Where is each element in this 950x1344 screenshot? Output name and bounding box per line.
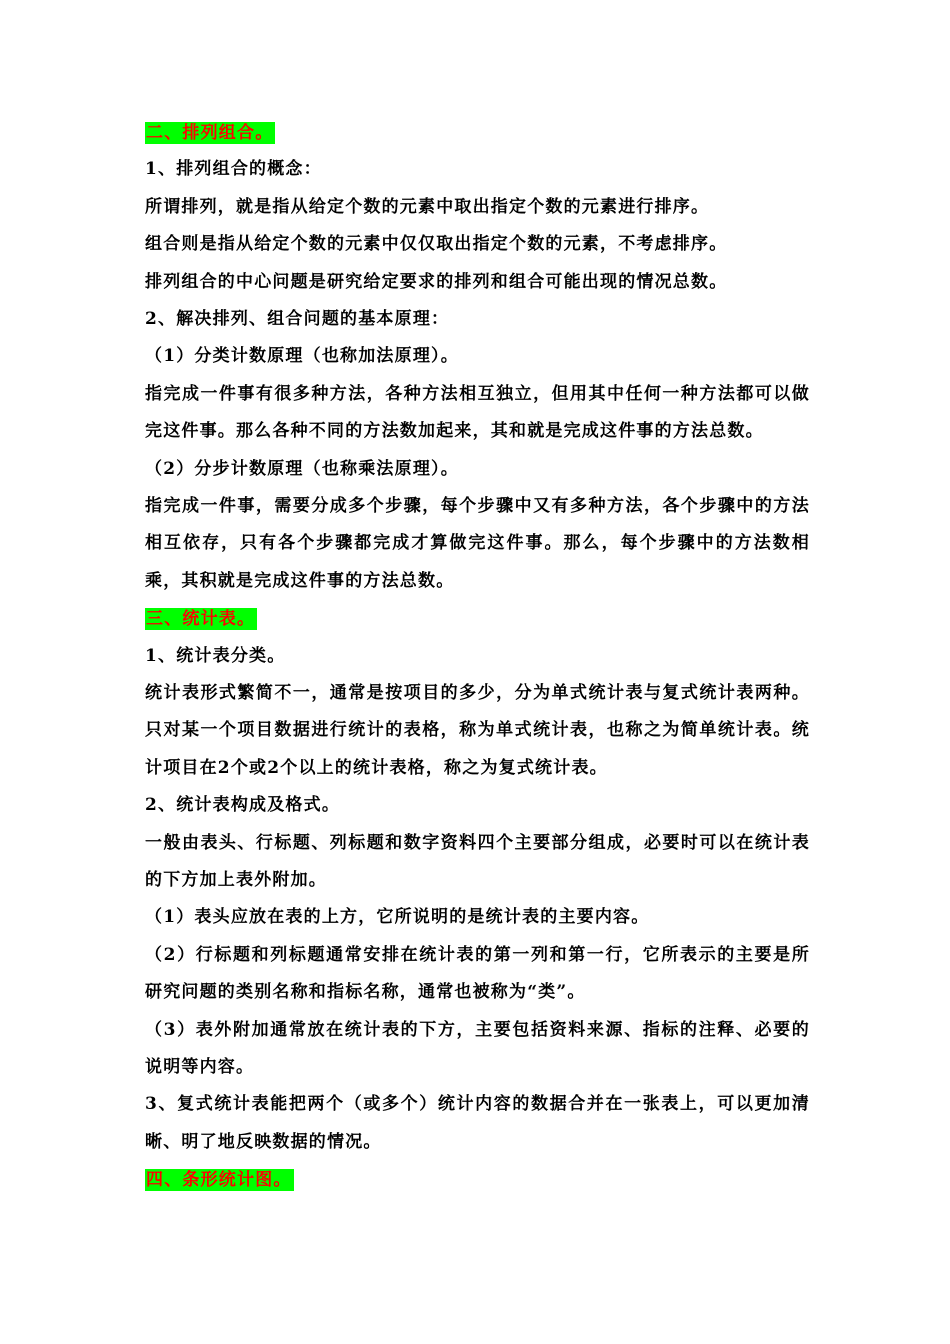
item-multiplication-principle: （2）分步计数原理（也称乘法原理）。 <box>145 458 459 479</box>
document-body <box>145 114 810 1199</box>
item-addition-principle: （1）分类计数原理（也称加法原理）。 <box>145 346 459 367</box>
paragraph-addition-principle: 指完成一件事有很多种方法，各种方法相互独立，但用其中任何一种方法都可以做完这件事。那么各种不同的方法数加起来，其和就是完成这件事的方法总数。 <box>145 383 810 442</box>
paragraph-multiplication-principle: 指完成一件事，需要分成多个步骤，每个步骤中又有多种方法，各个步骤中的方法相互依存，只有各个步骤都完成才算做完这件事。那么，每个步骤中的方法数相乘，其积就是完成这件事的方法总数。 <box>145 495 810 591</box>
subheading-table-types: 1、统计表分类。 <box>145 645 286 666</box>
paragraph-table-format: 一般由表头、行标题、列标题和数字资料四个主要部分组成，必要时可以在统计表的下方加上表外附加。 <box>145 832 810 890</box>
subheading-concept: 1、排列组合的概念： <box>145 159 322 180</box>
section-heading-permutation: 二、排列组合。 <box>146 122 274 143</box>
paragraph-combination-def: 组合则是指从给定个数的元素中仅仅取出指定个数的元素，不考虑排序。 <box>145 234 728 255</box>
section-heading-statistics-table: 三、统计表。 <box>146 608 256 629</box>
paragraph-permutation-def: 所谓排列，就是指从给定个数的元素中取出指定个数的元素进行排序。 <box>145 196 710 217</box>
paragraph-compound-table: 3、复式统计表能把两个（或多个）统计内容的数据合并在一张表上，可以更加清晰、明了地反映数据的情况。 <box>145 1094 810 1152</box>
paragraph-table-types: 统计表形式繁简不一，通常是按项目的多少，分为单式统计表与复式统计表两种。只对某一个项目数据进行统计的表格，称为单式统计表，也称之为简单统计表。统计项目在2个或2个以上的统计表格，称之为复式统计表。 <box>145 682 810 778</box>
section-heading-bar-chart: 四、条形统计图。 <box>146 1169 292 1190</box>
item-table-appendix: （3）表外附加通常放在统计表的下方，主要包括资料来源、指标的注释、必要的说明等内容。 <box>145 1019 810 1077</box>
subheading-table-format: 2、统计表构成及格式。 <box>145 795 341 816</box>
item-row-column-titles: （2）行标题和列标题通常安排在统计表的第一列和第一行，它所表示的主要是所研究问题的类别名称和指标名称，通常也被称为“类”。 <box>145 944 810 1003</box>
item-table-header: （1）表头应放在表的上方，它所说明的是统计表的主要内容。 <box>145 907 650 928</box>
paragraph-central-problem: 排列组合的中心问题是研究给定要求的排列和组合可能出现的情况总数。 <box>145 271 728 292</box>
subheading-principles: 2、解决排列、组合问题的基本原理： <box>145 308 450 329</box>
